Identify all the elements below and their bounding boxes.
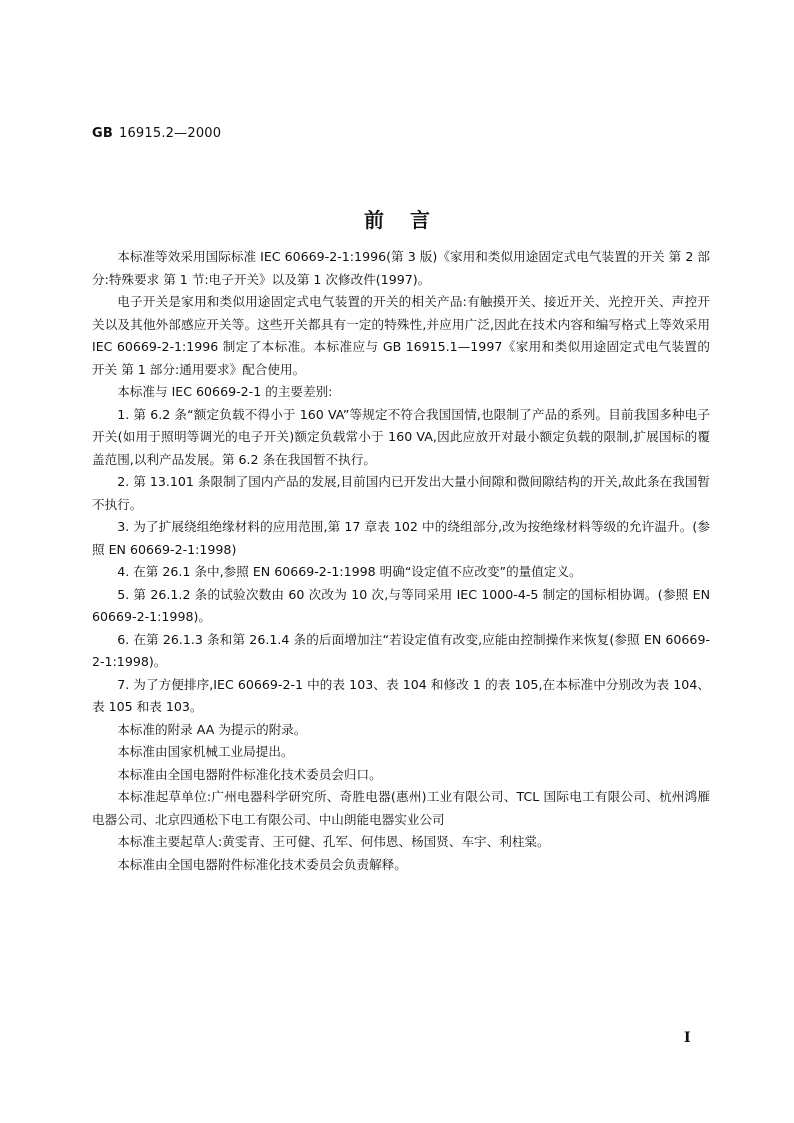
difference-item: 3. 为了扩展绕组绝缘材料的应用范围,第 17 章表 102 中的绕组部分,改为按绝缘材料等级的允许温升。(参照 EN 60669-2-1:1998)	[92, 519, 710, 557]
difference-item: 7. 为了方便排序,IEC 60669-2-1 中的表 103、表 104 和修改 1 的表 105,在本标准中分别改为表 104、表 105 和表 103。	[92, 676, 710, 714]
standard-number: 16915.2—2000	[118, 126, 222, 141]
difference-item: 4. 在第 26.1 条中,参照 EN 60669-2-1:1998 明确“设定值不应改变”的量值定义。	[117, 564, 582, 579]
difference-item: 5. 第 26.1.2 条的试验次数由 60 次改为 10 次,与等同采用 IEC 1000-4-5 制定的国标相协调。(参照 EN 60669-2-1:1998)。	[92, 586, 710, 624]
standard-prefix: GB	[92, 126, 113, 141]
paragraph: 本标准的附录 AA 为提示的附录。	[117, 721, 307, 737]
page-number: I	[684, 1030, 691, 1046]
difference-item: 1. 第 6.2 条“额定负载不得小于 160 VA”等规定不符合我国国情,也限制了产品的系列。目前我国多种电子开关(如用于照明等调光的电子开关)额定负载常小于 160 VA,因此应放开对最小额定负载的限制,扩展国标的覆盖范围,以利产品发展。第 6.2 条在我国暂不执行。	[92, 406, 710, 467]
standard-number-header	[92, 126, 221, 141]
page-title: 前言	[364, 208, 456, 232]
paragraph: 本标准与 IEC 60669-2-1 的主要差别:	[117, 384, 333, 399]
paragraph: 本标准由国家机械工业局提出。	[117, 744, 294, 759]
paragraph: 本标准主要起草人:黄雯青、王可健、孔军、何伟恩、杨国贤、车宇、利柱棠。	[117, 834, 550, 849]
difference-item: 6. 在第 26.1.3 条和第 26.1.4 条的后面增加注“若设定值有改变,应能由控制操作来恢复(参照 EN 60669-2-1:1998)。	[92, 631, 710, 669]
difference-item: 2. 第 13.101 条限制了国内产品的发展,目前国内已开发出大量小间隙和微间隙结构的开关,故此条在我国暂不执行。	[92, 474, 710, 512]
paragraph: 电子开关是家用和类似用途固定式电气装置的开关的相关产品:有触摸开关、接近开关、光控开关、声控开关以及其他外部感应开关等。这些开关都具有一定的特殊性,并应用广泛,因此在技术内容和编写格式上等效采用 IEC 60669-2-1:1996 制定了本标准。本标准应与 GB 16915.1—1997《家用和类似用途固定式电气装置的开关 第 1 部分:通用要求》配合使用。	[92, 294, 710, 377]
paragraph: 本标准由全国电器附件标准化技术委员会负责解释。	[117, 856, 407, 872]
foreword-body	[92, 246, 710, 876]
paragraph: 本标准等效采用国际标准 IEC 60669-2-1:1996(第 3 版)《家用和类似用途固定式电气装置的开关 第 2 部分:特殊要求 第 1 节:电子开关》以及第 1 次修改件(1997)。	[92, 249, 710, 287]
paragraph: 本标准起草单位:广州电器科学研究所、奇胜电器(惠州)工业有限公司、TCL 国际电工有限公司、杭州鸿雁电器公司、北京四通松下电工有限公司、中山朗能电器实业公司	[92, 789, 710, 827]
paragraph: 本标准由全国电器附件标准化技术委员会归口。	[117, 766, 382, 782]
